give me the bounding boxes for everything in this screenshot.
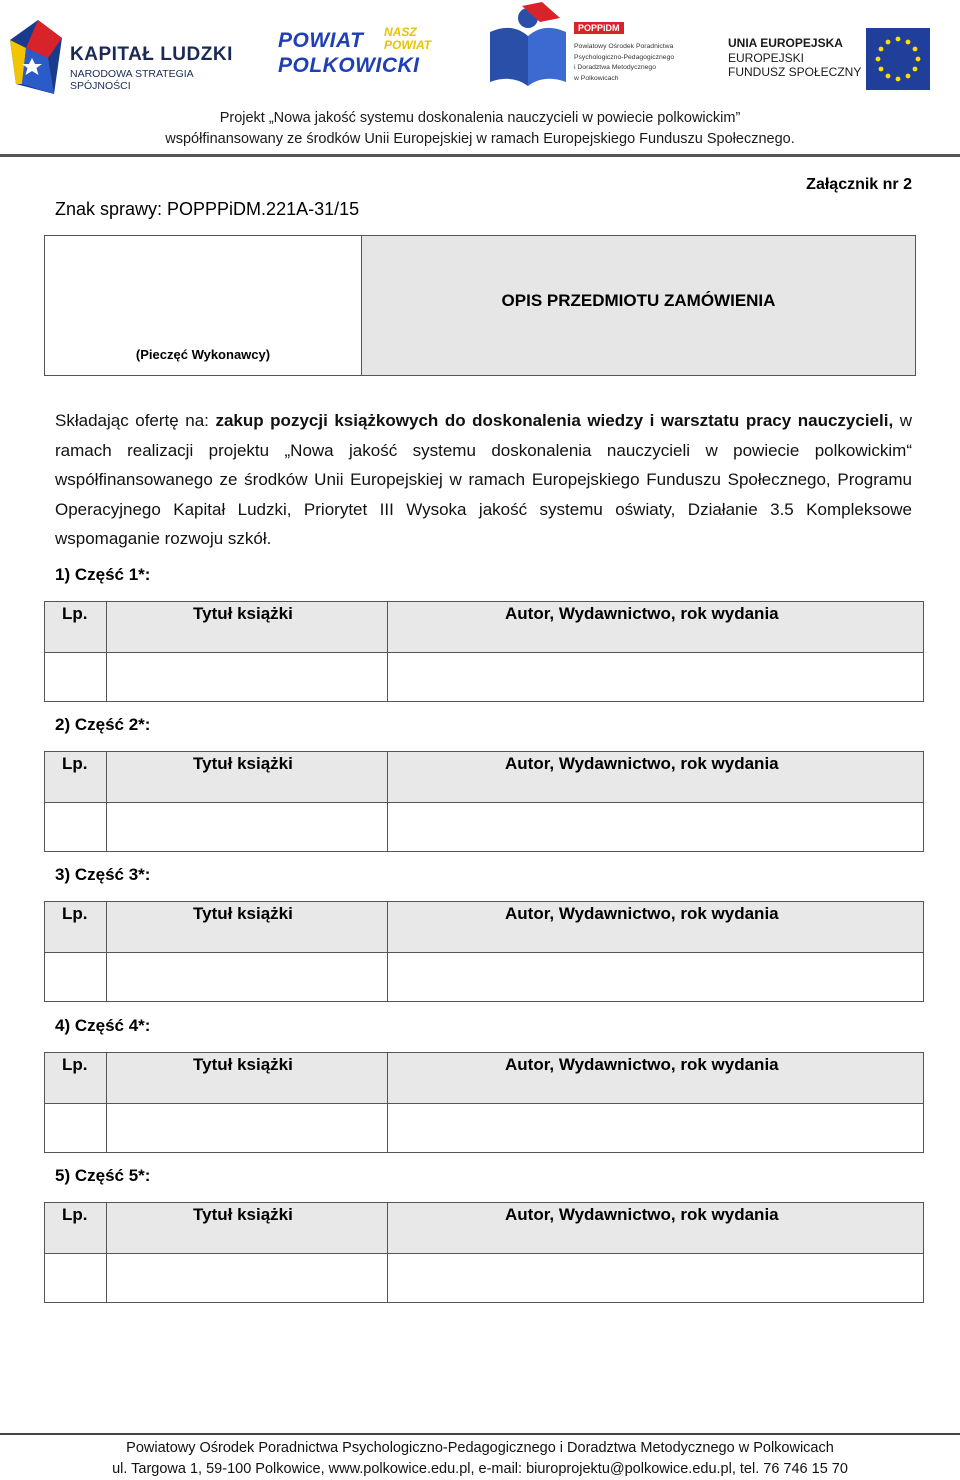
offer-paragraph: [55, 406, 912, 554]
kapital-ludzki-title: KAPITAŁ LUDZKI: [70, 44, 233, 65]
powiat-word: POWIAT: [278, 29, 364, 52]
document-title: OPIS PRZEDMIOTU ZAMÓWIENIA: [501, 291, 776, 310]
powiat-small-word: POWIAT: [384, 38, 432, 52]
table-header-row: [45, 902, 923, 953]
part-4-table: [44, 1052, 924, 1153]
powiat-polkowicki-logo: [278, 26, 438, 86]
part-2-label: 2) Część 2*:: [55, 715, 151, 734]
part-1-label: 1) Część 1*:: [55, 565, 151, 584]
column-title: Tytuł książki: [193, 904, 293, 923]
column-author: Autor, Wydawnictwo, rok wydania: [505, 1205, 779, 1224]
header-logos: [0, 0, 960, 100]
project-line-1: Projekt „Nowa jakość systemu doskonalenia nauczycieli w powiecie polkowickim”: [219, 110, 741, 126]
part-5-label: 5) Część 5*:: [55, 1166, 151, 1185]
footer-line-1: Powiatowy Ośrodek Poradnictwa Psychologiczno-Pedagogicznego i Doradztwa Metodycznego w Polkowicach: [126, 1440, 834, 1456]
table-row: [45, 953, 923, 1001]
eu-line1: UNIA EUROPEJSKA: [728, 36, 843, 50]
poppidm-logo: [482, 2, 702, 92]
project-line-2: współfinansowany ze środków Unii Europejskiej w ramach Europejskiego Funduszu Społecznego.: [165, 131, 795, 147]
column-lp: Lp.: [62, 904, 88, 923]
stamp-table: [44, 235, 916, 376]
table-row: [45, 1104, 923, 1152]
eu-social-fund-logo: [728, 28, 954, 92]
kapital-ludzki-subtitle: NARODOWA STRATEGIA SPÓJNOŚCI: [70, 68, 194, 92]
footer: [0, 1438, 960, 1480]
kapital-ludzki-icon: [8, 18, 64, 98]
column-lp: Lp.: [62, 1205, 88, 1224]
nasz-powiat-tag: [384, 26, 431, 52]
column-lp: Lp.: [62, 604, 88, 623]
column-title: Tytuł książki: [193, 1055, 293, 1074]
column-author: Autor, Wydawnictwo, rok wydania: [505, 604, 779, 623]
table-header-row: [45, 752, 923, 803]
column-lp: Lp.: [62, 754, 88, 773]
table-header-row: [45, 602, 923, 653]
table-header-row: [45, 1053, 923, 1104]
column-title: Tytuł książki: [193, 604, 293, 623]
case-number: Znak sprawy: POPPPiDM.221A-31/15: [55, 199, 360, 219]
table-header-row: [45, 1203, 923, 1254]
eu-line2: EUROPEJSKI: [728, 50, 805, 65]
column-title: Tytuł książki: [193, 1205, 293, 1224]
poppidm-line3: i Doradztwa Metodycznego: [574, 64, 656, 71]
poppidm-line1: Powiatowy Ośrodek Poradnictwa: [574, 43, 674, 50]
eu-flag-icon: [866, 28, 930, 90]
poppidm-line4: w Polkowicach: [574, 74, 619, 82]
project-info: [0, 108, 960, 150]
poppidm-line2: Psychologiczno-Pedagogicznego: [574, 53, 675, 61]
stamp-label: (Pieczęć Wykonawcy): [135, 347, 271, 362]
column-author: Autor, Wydawnictwo, rok wydania: [505, 1055, 779, 1074]
poppidm-book-icon: [482, 2, 574, 92]
part-1-table: [44, 601, 924, 702]
attachment-label: Załącznik nr 2: [806, 176, 912, 193]
column-title: Tytuł książki: [193, 754, 293, 773]
paragraph-subject: zakup pozycji książkowych do doskonalenia wiedzy i warsztatu pracy nauczycieli,: [215, 411, 894, 430]
part-3-table: [44, 901, 924, 1002]
part-3-label: 3) Część 3*:: [55, 865, 151, 884]
footer-line-2: ul. Targowa 1, 59-100 Polkowice, www.polkowice.edu.pl, e-mail: biuroprojektu@polkowice.edu.pl, tel. 76 746 15 70: [112, 1461, 848, 1477]
polkowicki-word: POLKOWICKI: [278, 54, 420, 77]
eu-line3: FUNDUSZ SPOŁECZNY: [728, 65, 862, 79]
eu-text: [728, 36, 861, 80]
column-lp: Lp.: [62, 1055, 88, 1074]
table-row: [45, 1254, 923, 1302]
paragraph-rest: w ramach realizacji projektu „Nowa jakość systemu doskonalenia nauczycieli w powiecie polkowickim“ współfinansowanego ze środków Unii Europejskiej w ramach Europejskiego Funduszu Społecznego, Programu Operacyjnego Kapitał Ludzki, Priorytet III Wysoka jakość systemu oświaty, Działanie 3.5 Kompleksowe wspomaganie rozwoju szkół.: [55, 411, 913, 548]
paragraph-lead: Składając ofertę na:: [55, 411, 216, 430]
footer-divider: [0, 1433, 960, 1435]
part-2-table: [44, 751, 924, 852]
poppidm-badge: POPPiDM: [574, 22, 624, 34]
header-divider: [0, 154, 960, 157]
table-row: [45, 653, 923, 701]
nasz-word: NASZ: [384, 25, 417, 39]
column-author: Autor, Wydawnictwo, rok wydania: [505, 754, 779, 773]
poppidm-name: [574, 42, 674, 84]
table-row: [45, 803, 923, 851]
part-5-table: [44, 1202, 924, 1303]
kapital-ludzki-logo: [8, 18, 248, 98]
column-author: Autor, Wydawnictwo, rok wydania: [505, 904, 779, 923]
part-4-label: 4) Część 4*:: [55, 1016, 151, 1035]
